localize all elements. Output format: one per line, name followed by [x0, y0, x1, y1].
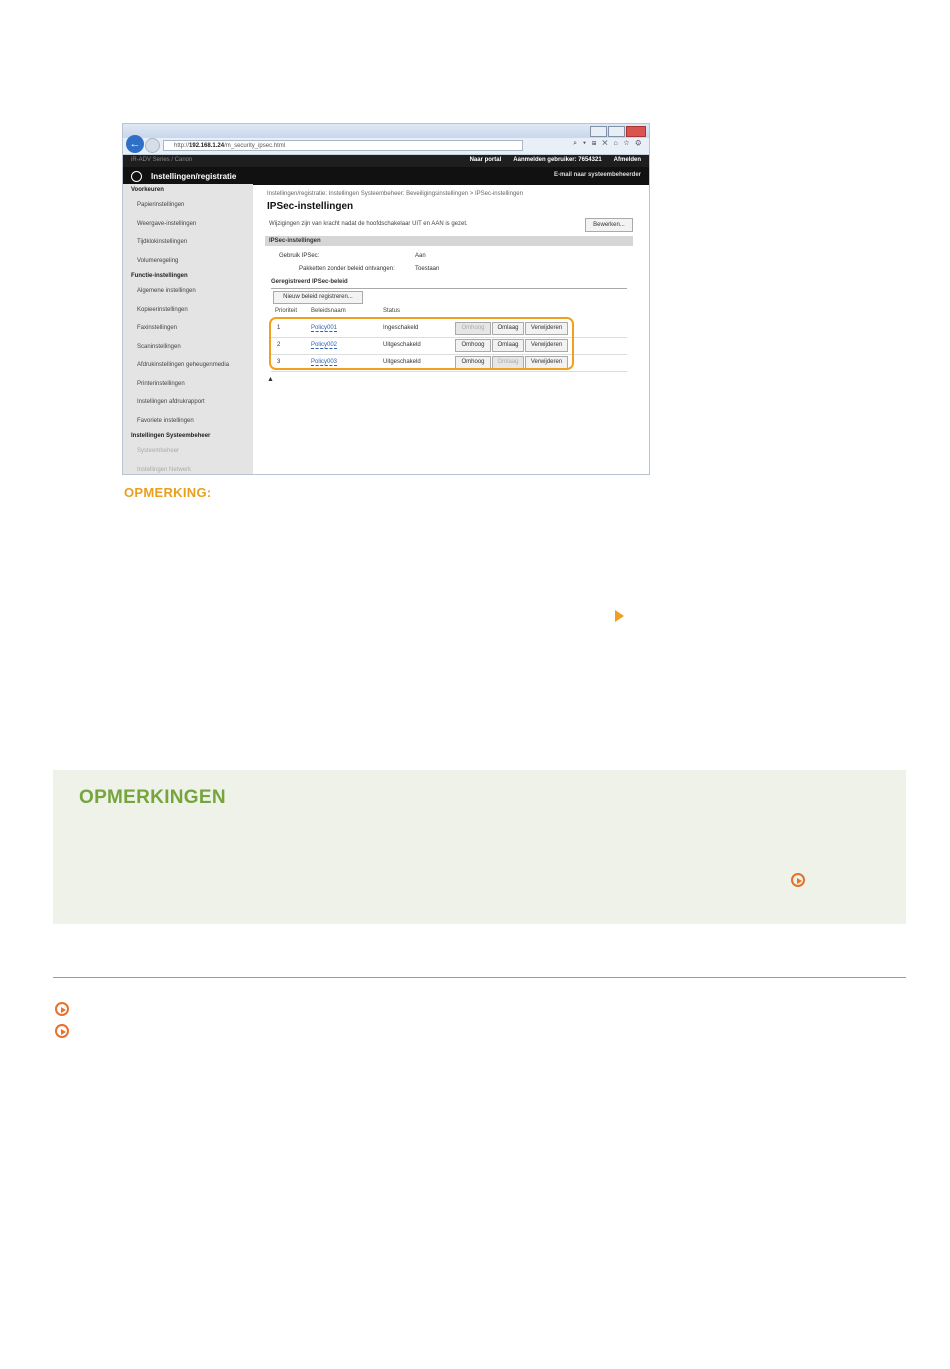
sidebar-item-network[interactable]: Instellingen Netwerk	[137, 466, 192, 473]
window-titlebar	[123, 124, 649, 138]
delete-button[interactable]: Verwijderen	[525, 356, 568, 369]
move-up-button[interactable]: Omhoog	[455, 356, 491, 369]
sidebar-item-printer[interactable]: Printerinstellingen	[137, 380, 185, 387]
policy-link[interactable]: Policy003	[311, 359, 338, 365]
row-priority: 2	[277, 342, 281, 348]
main-content	[265, 184, 633, 474]
related-link-icon[interactable]	[55, 1024, 69, 1038]
sidebar-item-report[interactable]: Instellingen afdrukrapport	[137, 399, 205, 405]
move-down-button[interactable]: Omlaag	[492, 339, 524, 352]
notes-box	[53, 770, 906, 924]
restart-notice: Wijzigingen zijn van kracht nadat de hoofdschakelaar UIT en AAN is gezet.	[269, 221, 468, 227]
edit-button[interactable]: Bewerken...	[585, 218, 633, 232]
sidebar-header-preferences: Voorkeuren	[131, 187, 164, 193]
divider	[271, 288, 627, 289]
accept-packets-value: Toestaan	[415, 266, 440, 272]
browser-tool-icons[interactable]: ⌕ ▾ ⊞ ✕ ⌂ ☆ ⚙	[573, 140, 643, 147]
header-policy-name: Beleidsnaam	[311, 308, 346, 314]
row-status: Uitgeschakeld	[383, 359, 421, 365]
link-arrow-icon[interactable]	[615, 610, 624, 622]
sidebar	[123, 184, 253, 474]
minimize-icon[interactable]	[590, 126, 607, 137]
sidebar-item-media-print[interactable]: Afdrukinstellingen geheugenmedia	[137, 362, 230, 368]
registered-policy-heading: Geregistreerd IPSec-beleid	[271, 279, 348, 285]
delete-button[interactable]: Verwijderen	[525, 322, 568, 335]
row-status: Uitgeschakeld	[383, 342, 421, 348]
sidebar-item-timer[interactable]: Tijdklokinstellingen	[137, 239, 188, 245]
browser-screenshot	[122, 123, 650, 475]
close-icon[interactable]	[626, 126, 646, 137]
breadcrumb: Instellingen/registratie: Instellingen Systeembeheer: Beveiligingsinstellingen > IPSec-instellingen	[267, 191, 523, 197]
row-priority: 3	[277, 359, 281, 365]
back-arrow-icon[interactable]: ←	[126, 135, 144, 153]
use-ipsec-value: Aan	[415, 253, 426, 259]
policy-link[interactable]: Policy001	[311, 325, 338, 331]
move-down-button[interactable]: Omlaag	[492, 356, 524, 369]
sidebar-item-sysadmin[interactable]: Systeembeheer	[137, 448, 180, 454]
move-up-button[interactable]: Omhoog	[455, 339, 491, 352]
notes-heading: OPMERKINGEN	[79, 787, 226, 808]
sidebar-item-fax[interactable]: Faxinstellingen	[137, 325, 178, 331]
related-link-icon[interactable]	[55, 1002, 69, 1016]
sidebar-item-scan[interactable]: Scaninstellingen	[137, 343, 181, 350]
url-path: /m_security_ipsec.html	[224, 143, 286, 149]
sidebar-header-admin: Instellingen Systeembeheer	[131, 433, 211, 439]
sidebar-header-functions: Functie-instellingen	[131, 273, 188, 279]
app-header	[123, 167, 649, 185]
url-prefix: http://	[174, 143, 190, 149]
accept-packets-label: Pakketten zonder beleid ontvangen:	[299, 266, 395, 272]
move-down-button[interactable]: Omlaag	[492, 322, 524, 335]
device-name: iR-ADV Series / Canon	[131, 157, 193, 163]
link-circle-arrow-icon[interactable]	[791, 873, 805, 887]
section-header: IPSec-instellingen	[265, 236, 633, 246]
highlight-frame	[269, 317, 574, 370]
back-to-top-icon[interactable]: ▲	[267, 376, 274, 383]
header-priority: Prioriteit	[275, 308, 298, 314]
sidebar-item-general[interactable]: Algemene instellingen	[137, 288, 196, 294]
device-topbar	[123, 155, 649, 167]
login-user-label: Aanmelden gebruiker: 7654321	[513, 157, 602, 163]
page-title: IPSec-instellingen	[267, 201, 354, 212]
sidebar-item-display[interactable]: Weergave-instellingen	[137, 220, 197, 227]
sidebar-item-copy[interactable]: Kopieerinstellingen	[137, 306, 188, 313]
sidebar-item-favorites[interactable]: Favoriete instellingen	[137, 417, 194, 424]
url-host: 192.168.1.24	[189, 143, 225, 149]
forward-arrow-icon[interactable]	[145, 138, 160, 153]
section-divider	[53, 977, 906, 978]
address-bar-row	[123, 138, 649, 155]
row-priority: 1	[277, 325, 281, 331]
header-status: Status	[383, 308, 401, 314]
policy-link[interactable]: Policy002	[311, 342, 338, 348]
delete-button[interactable]: Verwijderen	[525, 339, 568, 352]
window-controls	[590, 126, 646, 137]
portal-link[interactable]: Naar portal	[469, 157, 502, 163]
use-ipsec-label: Gebruik IPSec:	[279, 253, 320, 259]
url-field[interactable]	[163, 140, 523, 151]
move-up-button[interactable]: Omhoog	[455, 322, 491, 335]
maximize-icon[interactable]	[608, 126, 625, 137]
sidebar-item-paper[interactable]: Papierinstellingen	[137, 202, 185, 208]
register-policy-button[interactable]: Nieuw beleid registreren...	[273, 291, 363, 304]
row-status: Ingeschakeld	[383, 325, 419, 331]
app-title: Instellingen/registratie	[151, 172, 237, 181]
sidebar-item-volume[interactable]: Volumeregeling	[137, 257, 179, 264]
logout-link[interactable]: Afmelden	[613, 157, 641, 163]
mail-admin-link[interactable]: E-mail naar systeembeheerder	[553, 172, 641, 178]
settings-icon	[131, 171, 142, 182]
note-heading: OPMERKING:	[124, 485, 212, 500]
